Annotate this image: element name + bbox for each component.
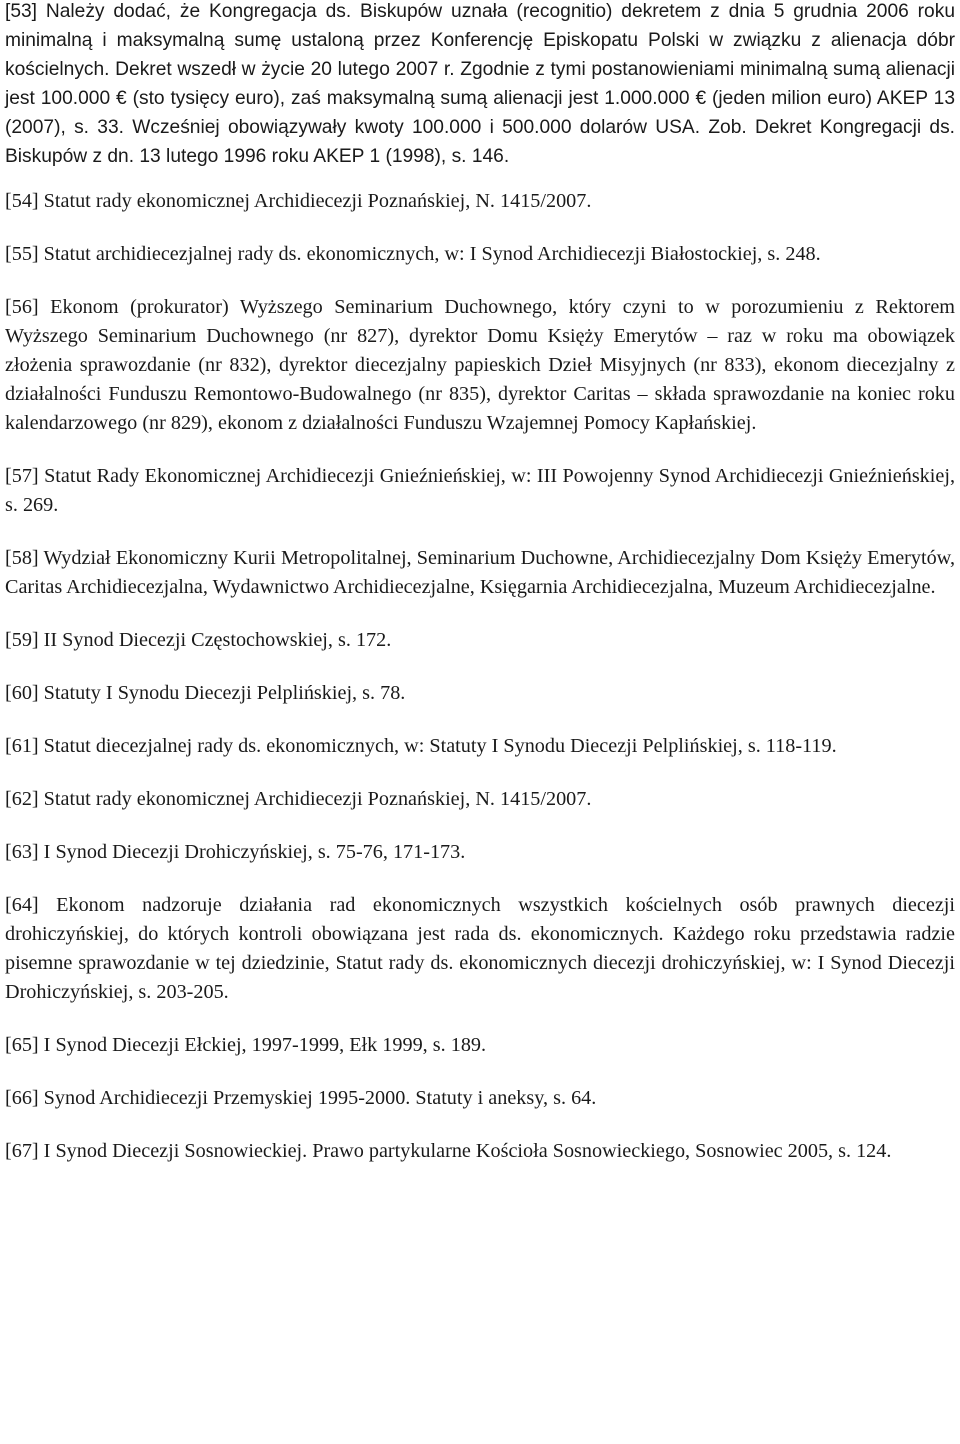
footnote-60: [60] Statuty I Synodu Diecezji Pelplińskiej, s. 78. (5, 682, 406, 705)
footnote-63: [63] I Synod Diecezji Drohiczyńskiej, s. 75-76, 171-173. (5, 841, 466, 864)
footnote-65: [65] I Synod Diecezji Ełckiej, 1997-1999, Ełk 1999, s. 189. (5, 1034, 487, 1057)
footnote-66: [66] Synod Archidiecezji Przemyskiej 1995-2000. Statuty i aneksy, s. 64. (5, 1087, 597, 1110)
footnote-57: [57] Statut Rady Ekonomicznej Archidiecezji Gnieźnieńskiej, w: III Powojenny Synod Archidiecezji Gnieźnieńskiej, s. 269. (5, 465, 955, 517)
footnote-54: [54] Statut rady ekonomicznej Archidiecezji Poznańskiej, N. 1415/2007. (5, 190, 592, 213)
footnote-64: [64] Ekonom nadzoruje działania rad ekonomicznych wszystkich kościelnych osób prawnych diecezji drohiczyńskiej, do których kontroli obowiązana jest rada ds. ekonomicznych. Każdego roku przedstawia radzie pisemne sprawozdanie w tej dziedzinie, Statut rady ds. ekonomicznych diecezji drohiczyńskiej, w: I Synod Diecezji Drohiczyńskiej, s. 203-205. (5, 894, 955, 1004)
footnote-55: [55] Statut archidiecezjalnej rady ds. ekonomicznych, w: I Synod Archidiecezji Białostockiej, s. 248. (5, 243, 821, 266)
footnote-53: [53] Należy dodać, że Kongregacja ds. Biskupów uznała (recognitio) dekretem z dnia 5 grudnia 2006 roku minimalną i maksymalną sumę ustaloną przez Konferencję Episkopatu Polski w związku z alienacja dóbr kościelnych. Dekret wszedł w życie 20 lutego 2007 r. Zgodnie z tymi postanowieniami minimalną sumą alienacji jest 100.000 € (sto tysięcy euro), zaś maksymalną sumą alienacji jest 1.000.000 € (jeden milion euro) AKEP 13 (2007), s. 33. Wcześniej obowiązywały kwoty 100.000 i 500.000 dolarów USA. Zob. Dekret Kongregacji ds. Biskupów z dn. 13 lutego 1996 roku AKEP 1 (1998), s. 146. (5, 1, 955, 167)
footnote-56: [56] Ekonom (prokurator) Wyższego Seminarium Duchownego, który czyni to w porozumieniu z Rektorem Wyższego Seminarium Duchownego (nr 827), dyrektor Domu Księży Emerytów – raz w roku ma obowiązek złożenia sprawozdanie (nr 832), dyrektor diecezjalny papieskich Dzieł Misyjnych (nr 833), ekonom diecezjalny z działalności Funduszu Remontowo-Budowalnego (nr 835), dyrektor Caritas – składa sprawozdanie na koniec roku kalendarzowego (nr 829), ekonom z działalności Funduszu Wzajemnej Pomocy Kapłańskiej. (5, 296, 955, 435)
footnotes-page (5, 0, 955, 1189)
footnote-62: [62] Statut rady ekonomicznej Archidiecezji Poznańskiej, N. 1415/2007. (5, 788, 592, 811)
footnote-59: [59] II Synod Diecezji Częstochowskiej, s. 172. (5, 629, 392, 652)
footnote-61: [61] Statut diecezjalnej rady ds. ekonomicznych, w: Statuty I Synodu Diecezji Pelplińskiej, s. 118-119. (5, 735, 837, 758)
footnote-58: [58] Wydział Ekonomiczny Kurii Metropolitalnej, Seminarium Duchowne, Archidiecezjalny Dom Księży Emerytów, Caritas Archidiecezjalna, Wydawnictwo Archidiecezjalne, Księgarnia Archidiecezjalna, Muzeum Archidiecezjalne. (5, 547, 955, 599)
footnote-67: [67] I Synod Diecezji Sosnowieckiej. Prawo partykularne Kościoła Sosnowieckiego, Sosnowiec 2005, s. 124. (5, 1140, 892, 1163)
